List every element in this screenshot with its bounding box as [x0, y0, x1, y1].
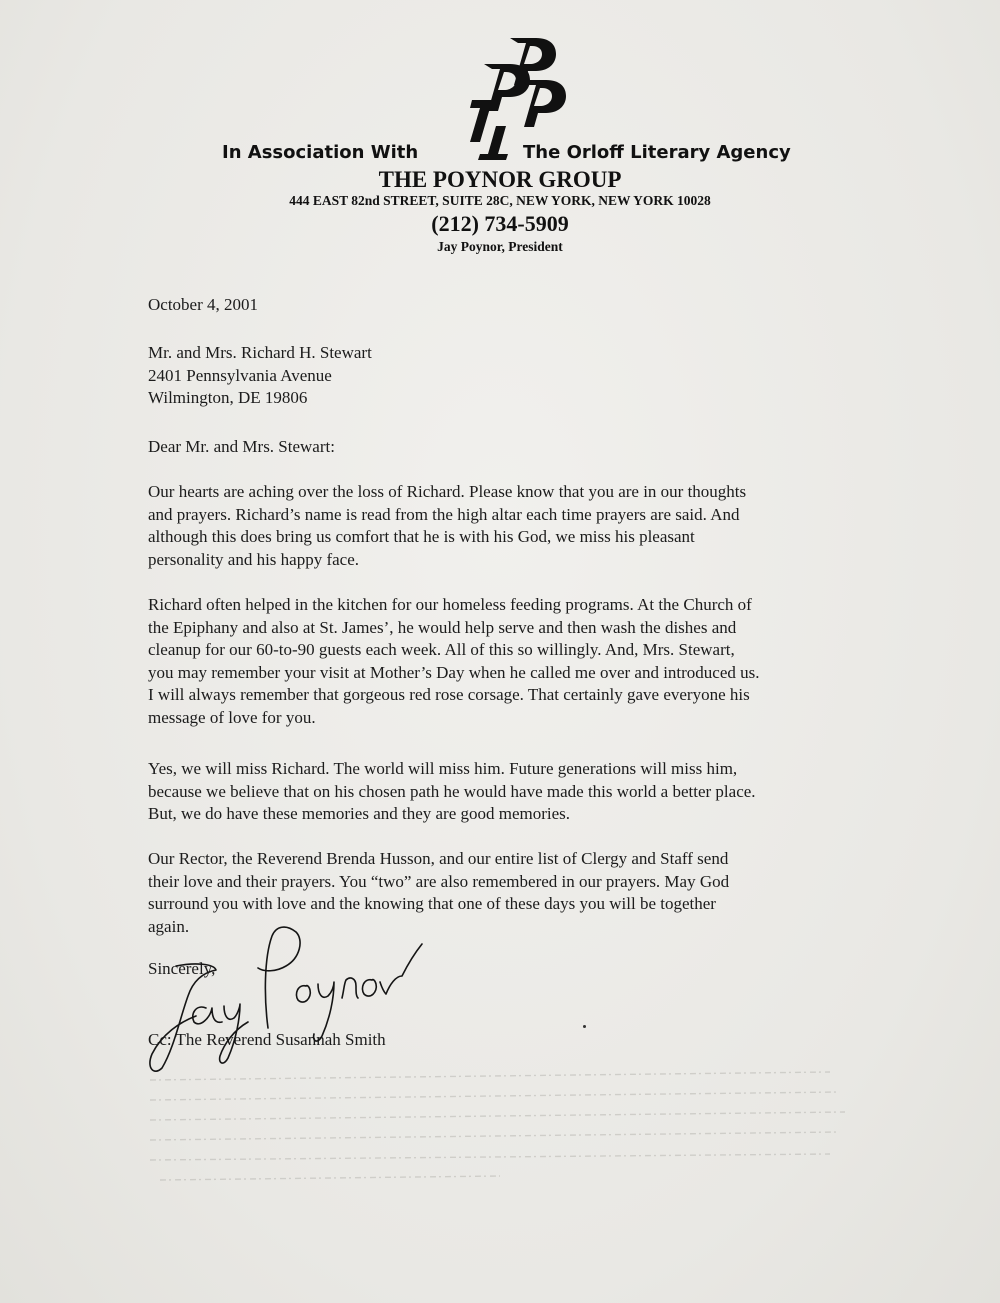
recipient-name: Mr. and Mrs. Richard H. Stewart [148, 343, 372, 362]
recipient-address [148, 342, 868, 410]
company-president: Jay Poynor, President [437, 239, 563, 254]
paragraph-4: Our Rector, the Reverend Brenda Husson, and our entire list of Clergy and Staff send their love and their prayers. You “two” are also remembered in our prayers. May God surround you with love and the knowing that one of these days you will be together again. [148, 849, 730, 936]
paragraph-3: Yes, we will miss Richard. The world will miss him. Future generations will miss him, because we believe that on his chosen path he would have made this world a better place. But, we do have these memories and they are good memories. [148, 759, 756, 823]
paragraph-1: Our hearts are aching over the loss of Richard. Please know that you are in our thoughts and prayers. Richard’s name is read from the high altar each time prayers are said. And although this does bring us comfort that he is with his God, we miss his pleasant personality and his happy face. [148, 482, 747, 569]
agency-name: The Orloff Literary Agency [523, 142, 791, 163]
association-label: In Association With [222, 142, 419, 163]
recipient-street: 2401 Pennsylvania Avenue [148, 365, 332, 385]
company-name: THE POYNOR GROUP [378, 167, 622, 192]
carbon-copy-line: Cc: The Reverend Susannah Smith [148, 1030, 386, 1049]
handwritten-signature-icon [136, 918, 426, 1078]
paper-speck [583, 1025, 586, 1028]
reverse-side-bleed-through [0, 1060, 1000, 1220]
recipient-city: Wilmington, DE 19806 [148, 388, 308, 407]
company-phone: (212) 734-5909 [431, 211, 569, 236]
company-address: 444 EAST 82nd STREET, SUITE 28C, NEW YORK, NEW YORK 10028 [289, 193, 711, 208]
letter-date: October 4, 2001 [148, 295, 259, 314]
paragraph-2: Richard often helped in the kitchen for our homeless feeding programs. At the Church of the Epiphany and also at St. James’, he would help serve and then wash the dishes and cleanup for our 60-to-90 guests each week. All of this so willingly. And, Mrs. Stewart, you may remember your visit at Mother’s Day when he called me over and introduced us. I will always remember that gorgeous red rose corsage. That certainly gave everyone his message of love for you. [148, 595, 760, 727]
salutation: Dear Mr. and Mrs. Stewart: [148, 437, 335, 456]
closing: Sincerely, [148, 959, 216, 978]
